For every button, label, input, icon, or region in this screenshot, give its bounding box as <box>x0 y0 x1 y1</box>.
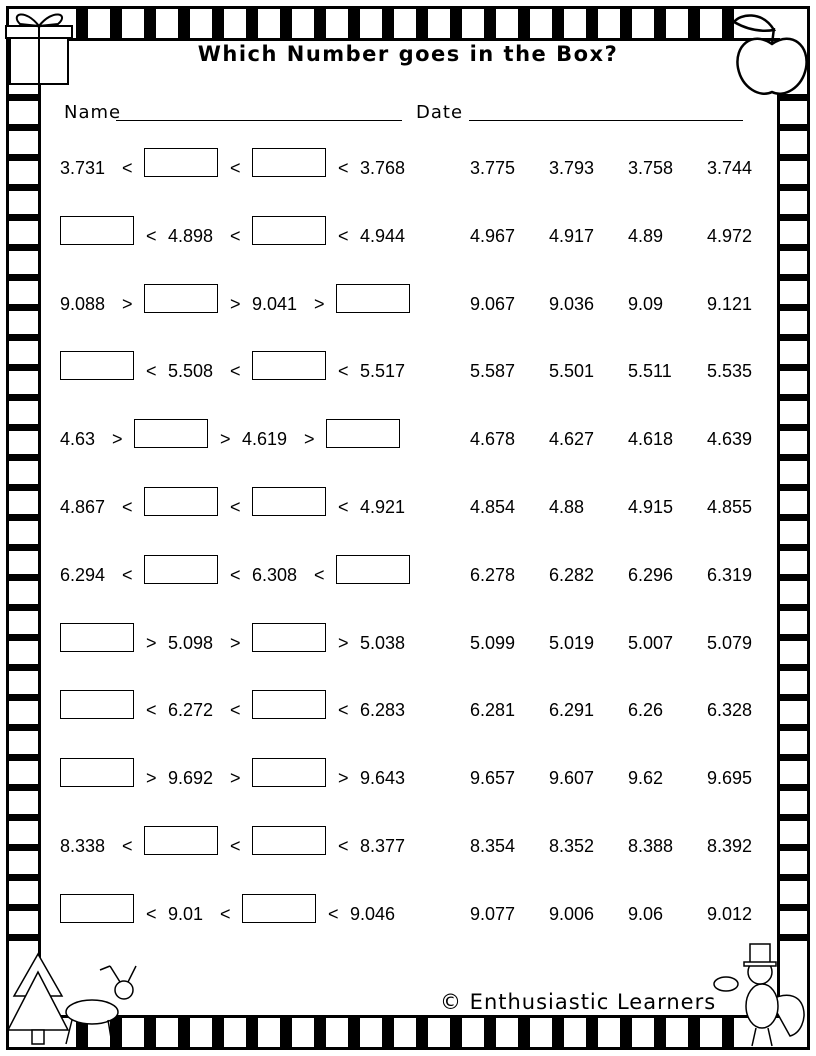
given-number: 3.731 <box>60 158 106 178</box>
answer-box[interactable] <box>242 894 316 923</box>
comparison-symbol: < <box>146 904 157 924</box>
choice-number: 6.319 <box>707 565 753 585</box>
choice-number: 5.019 <box>549 633 595 653</box>
choice-number: 3.758 <box>628 158 674 178</box>
given-number: 4.921 <box>360 497 406 517</box>
choice-number: 9.067 <box>470 294 516 314</box>
problem-row <box>0 487 816 527</box>
comparison-symbol: < <box>220 904 231 924</box>
problem-row <box>0 894 816 934</box>
christmas-tree-icon <box>8 954 68 1044</box>
name-label: Name <box>64 102 122 123</box>
answer-box[interactable] <box>144 826 218 855</box>
choice-number: 9.607 <box>549 768 595 788</box>
comparison-symbol: > <box>146 633 157 653</box>
comparison-symbol: < <box>230 361 241 381</box>
comparison-symbol: < <box>230 836 241 856</box>
given-number: 4.63 <box>60 429 96 449</box>
given-number: 4.944 <box>360 226 406 246</box>
answer-box[interactable] <box>144 148 218 177</box>
comparison-symbol: < <box>314 565 325 585</box>
choice-number: 6.282 <box>549 565 595 585</box>
comparison-symbol: < <box>230 565 241 585</box>
given-number: 9.643 <box>360 768 406 788</box>
comparison-symbol: < <box>146 361 157 381</box>
comparison-symbol: > <box>122 294 133 314</box>
choice-number: 6.26 <box>628 700 664 720</box>
given-number: 8.338 <box>60 836 106 856</box>
answer-box[interactable] <box>60 758 134 787</box>
choice-number: 5.079 <box>707 633 753 653</box>
comparison-symbol: > <box>230 768 241 788</box>
answer-box[interactable] <box>60 894 134 923</box>
choice-number: 6.291 <box>549 700 595 720</box>
comparison-symbol: > <box>304 429 315 449</box>
answer-box[interactable] <box>60 216 134 245</box>
choice-number: 9.62 <box>628 768 664 788</box>
given-number: 5.517 <box>360 361 406 381</box>
choice-number: 8.352 <box>549 836 595 856</box>
answer-box[interactable] <box>252 148 326 177</box>
comparison-symbol: < <box>122 836 133 856</box>
choice-number: 4.627 <box>549 429 595 449</box>
comparison-symbol: < <box>122 565 133 585</box>
answer-box[interactable] <box>252 758 326 787</box>
given-number: 5.038 <box>360 633 406 653</box>
comparison-symbol: < <box>338 700 349 720</box>
turkey-pilgrim-icon <box>714 944 804 1046</box>
given-number: 4.867 <box>60 497 106 517</box>
comparison-symbol: > <box>112 429 123 449</box>
given-number: 9.046 <box>350 904 396 924</box>
choice-number: 5.511 <box>628 361 672 381</box>
given-number: 6.308 <box>252 565 298 585</box>
choice-number: 9.657 <box>470 768 516 788</box>
answer-box[interactable] <box>336 555 410 584</box>
choice-number: 9.077 <box>470 904 516 924</box>
comparison-symbol: < <box>122 497 133 517</box>
answer-box[interactable] <box>252 216 326 245</box>
choice-number: 4.639 <box>707 429 753 449</box>
choice-number: 6.281 <box>470 700 516 720</box>
comparison-symbol: < <box>328 904 339 924</box>
answer-box[interactable] <box>336 284 410 313</box>
choice-number: 9.036 <box>549 294 595 314</box>
answer-box[interactable] <box>252 351 326 380</box>
answer-box[interactable] <box>144 555 218 584</box>
given-number: 6.294 <box>60 565 106 585</box>
comparison-symbol: < <box>338 497 349 517</box>
date-line[interactable] <box>469 120 743 121</box>
given-number: 9.041 <box>252 294 298 314</box>
choice-number: 4.917 <box>549 226 595 246</box>
comparison-symbol: > <box>230 633 241 653</box>
choice-number: 6.278 <box>470 565 516 585</box>
comparison-symbol: < <box>146 700 157 720</box>
comparison-symbol: > <box>146 768 157 788</box>
problem-row <box>0 284 816 324</box>
reindeer-icon <box>66 966 136 1044</box>
answer-box[interactable] <box>252 690 326 719</box>
choice-number: 4.678 <box>470 429 516 449</box>
answer-box[interactable] <box>252 623 326 652</box>
problem-row <box>0 148 816 188</box>
answer-box[interactable] <box>144 487 218 516</box>
given-number: 6.283 <box>360 700 406 720</box>
comparison-symbol: < <box>230 226 241 246</box>
comparison-symbol: > <box>314 294 325 314</box>
comparison-symbol: < <box>122 158 133 178</box>
given-number: 4.619 <box>242 429 288 449</box>
comparison-symbol: > <box>220 429 231 449</box>
name-line[interactable] <box>116 120 402 121</box>
problem-row <box>0 351 816 391</box>
choice-number: 4.618 <box>628 429 674 449</box>
comparison-symbol: < <box>338 158 349 178</box>
choice-number: 4.972 <box>707 226 753 246</box>
choice-number: 4.855 <box>707 497 753 517</box>
choice-number: 9.695 <box>707 768 753 788</box>
problem-row <box>0 758 816 798</box>
choice-number: 3.775 <box>470 158 516 178</box>
choice-number: 9.012 <box>707 904 753 924</box>
answer-box[interactable] <box>60 690 134 719</box>
given-number: 9.01 <box>168 904 204 924</box>
choice-number: 6.328 <box>707 700 753 720</box>
problem-row <box>0 419 816 459</box>
answer-box[interactable] <box>144 284 218 313</box>
given-number: 9.088 <box>60 294 106 314</box>
given-number: 5.098 <box>168 633 214 653</box>
comparison-symbol: < <box>230 158 241 178</box>
given-number: 8.377 <box>360 836 406 856</box>
given-number: 9.692 <box>168 768 214 788</box>
choice-number: 4.915 <box>628 497 674 517</box>
choice-number: 9.06 <box>628 904 664 924</box>
date-label: Date <box>416 102 464 123</box>
problem-row <box>0 555 816 595</box>
choice-number: 3.744 <box>707 158 753 178</box>
choice-number: 3.793 <box>549 158 595 178</box>
choice-number: 8.392 <box>707 836 753 856</box>
answer-box[interactable] <box>60 623 134 652</box>
choice-number: 5.501 <box>549 361 595 381</box>
choice-number: 4.854 <box>470 497 516 517</box>
choice-number: 9.09 <box>628 294 664 314</box>
choice-number: 4.89 <box>628 226 664 246</box>
choice-number: 4.88 <box>549 497 585 517</box>
comparison-symbol: > <box>338 768 349 788</box>
choice-number: 9.006 <box>549 904 595 924</box>
comparison-symbol: < <box>230 700 241 720</box>
answer-box[interactable] <box>252 826 326 855</box>
problem-row <box>0 826 816 866</box>
comparison-symbol: < <box>338 226 349 246</box>
comparison-symbol: > <box>230 294 241 314</box>
answer-box[interactable] <box>252 487 326 516</box>
answer-box[interactable] <box>326 419 400 448</box>
answer-box[interactable] <box>134 419 208 448</box>
choice-number: 5.587 <box>470 361 516 381</box>
page-title: Which Number goes in the Box? <box>197 42 619 66</box>
choice-number: 5.535 <box>707 361 753 381</box>
choice-number: 9.121 <box>707 294 753 314</box>
given-number: 3.768 <box>360 158 406 178</box>
problem-row <box>0 623 816 663</box>
choice-number: 8.354 <box>470 836 516 856</box>
comparison-symbol: < <box>230 497 241 517</box>
choice-number: 6.296 <box>628 565 674 585</box>
comparison-symbol: < <box>338 361 349 381</box>
given-number: 4.898 <box>168 226 214 246</box>
copyright-notice: © Enthusiastic Learners <box>440 990 717 1014</box>
choice-number: 5.099 <box>470 633 516 653</box>
choice-number: 5.007 <box>628 633 674 653</box>
choice-number: 4.967 <box>470 226 516 246</box>
comparison-symbol: < <box>146 226 157 246</box>
choice-number: 8.388 <box>628 836 674 856</box>
given-number: 6.272 <box>168 700 214 720</box>
comparison-symbol: < <box>338 836 349 856</box>
problem-row <box>0 216 816 256</box>
given-number: 5.508 <box>168 361 214 381</box>
comparison-symbol: > <box>338 633 349 653</box>
problem-row <box>0 690 816 730</box>
answer-box[interactable] <box>60 351 134 380</box>
